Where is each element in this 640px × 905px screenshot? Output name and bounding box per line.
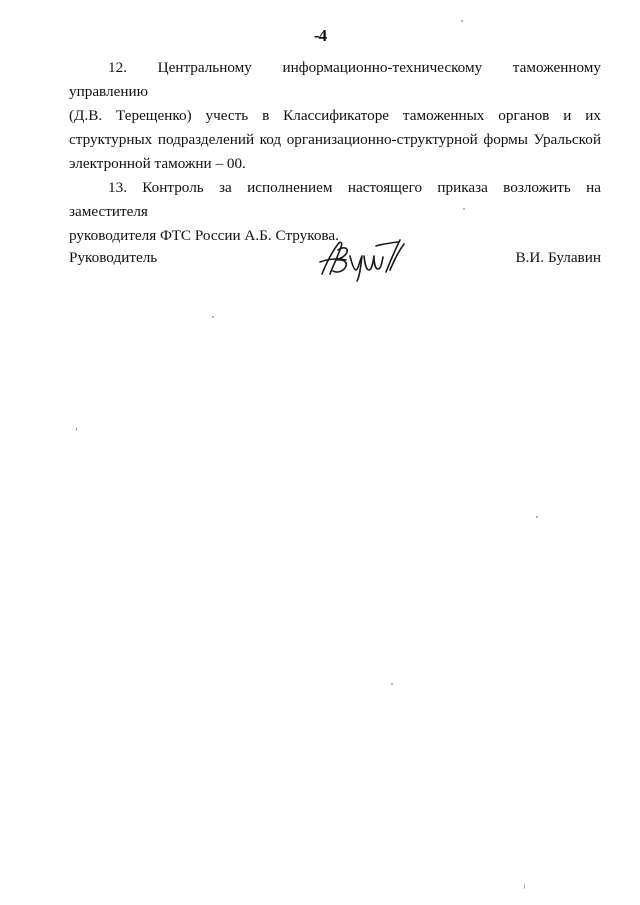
paragraph-line: (Д.В. Терещенко) учесть в Классификаторе таможенных органов и их bbox=[69, 107, 601, 124]
page-number: -4 bbox=[313, 26, 327, 45]
paragraph-line: структурных подразделений код организационно-структурной формы Уральской bbox=[69, 131, 601, 148]
scan-speck bbox=[461, 20, 463, 22]
paragraph-line: 12. Центральному информационно-техническому таможенному управлению bbox=[69, 59, 601, 100]
paragraph-line: руководителя ФТС России А.Б. Струкова. bbox=[69, 227, 339, 244]
signatory-position: Руководитель bbox=[69, 249, 158, 266]
paragraph-line: электронной таможни – 00. bbox=[69, 155, 246, 172]
signatory-name: В.И. Булавин bbox=[515, 249, 601, 266]
scan-speck bbox=[524, 884, 525, 889]
paragraph-line: 13. Контроль за исполнением настоящего приказа возложить на заместителя bbox=[69, 179, 601, 220]
handwritten-signature-icon bbox=[316, 234, 408, 284]
scan-speck bbox=[536, 516, 538, 518]
document-body bbox=[69, 56, 601, 248]
scan-speck bbox=[212, 316, 214, 318]
scan-speck bbox=[391, 683, 393, 685]
scan-speck bbox=[463, 208, 465, 210]
paragraph-12 bbox=[69, 56, 601, 176]
scan-speck bbox=[76, 427, 77, 431]
